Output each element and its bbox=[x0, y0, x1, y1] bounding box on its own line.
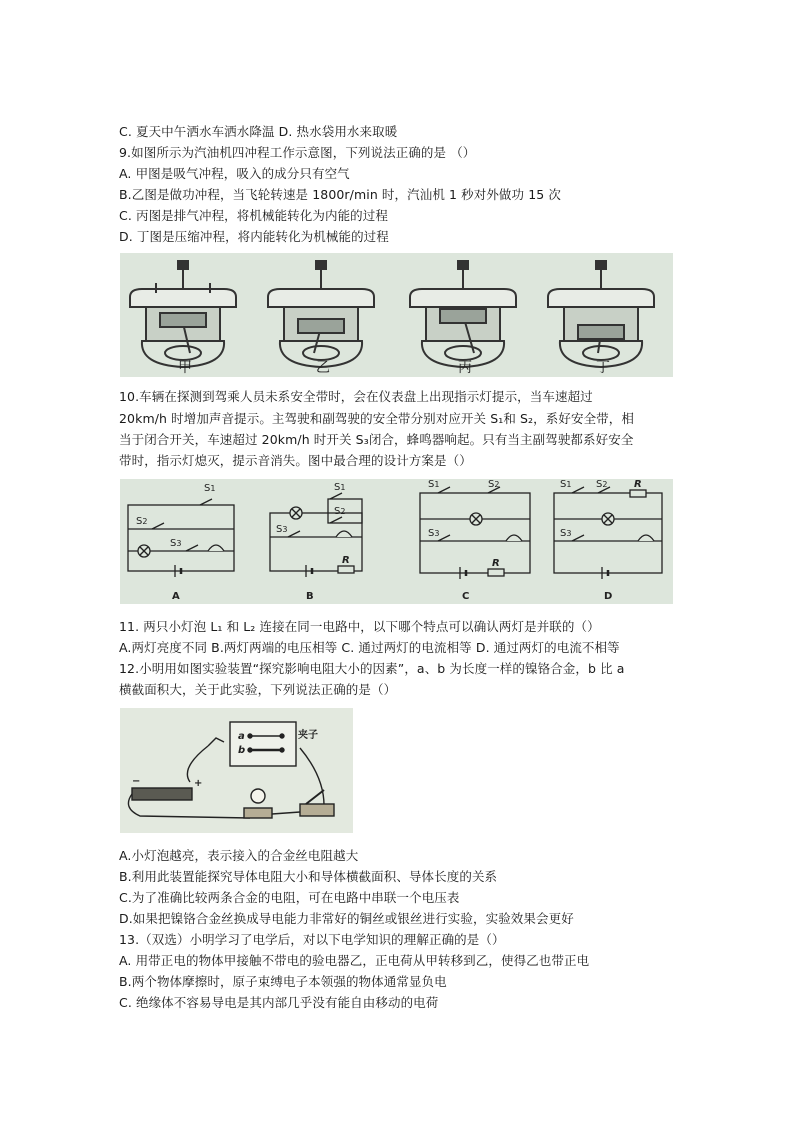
resistance-apparatus-figure bbox=[120, 708, 353, 833]
text-line: 带时，指示灯熄灭，提示音消失。图中最合理的设计方案是（） bbox=[119, 453, 472, 468]
question-11: 11. 两只小灯泡 L₁ 和 L₂ 连接在同一电路中，以下哪个特点可以确认两灯是并联的（） bbox=[119, 619, 600, 634]
switch-label: S3 bbox=[276, 524, 288, 535]
option-a: A.小灯泡越亮，表示接入的合金丝电阻越大 bbox=[119, 848, 359, 863]
engine-stroke-figure bbox=[120, 253, 673, 377]
switch-label: S3 bbox=[560, 528, 572, 539]
engine-label-yi: 乙 bbox=[316, 360, 330, 376]
switch-label: S3 bbox=[428, 528, 440, 539]
text-line: 横截面积大，关于此实验，下列说法正确的是（） bbox=[119, 682, 397, 697]
engine-diagram-3 bbox=[410, 261, 516, 367]
question-11-options: A.两灯亮度不同 B.两灯两端的电压相等 C. 通过两灯的电流相等 D. 通过两灯的电流不相等 bbox=[119, 640, 620, 655]
option-b: B.利用此装置能探究导体电阻大小和导体横截面积、导体长度的关系 bbox=[119, 869, 498, 884]
option-c: C.为了准确比较两条合金的电阻，可在电路中串联一个电压表 bbox=[119, 890, 460, 905]
text-line: 当于闭合开关，车速超过 20km/h 时开关 S₃闭合，蜂鸣器响起。只有当主副驾驶都系好安全 bbox=[119, 432, 634, 447]
switch-label: S3 bbox=[170, 538, 182, 549]
wire-a-label: a bbox=[238, 731, 245, 742]
switch-label: S2 bbox=[136, 516, 148, 527]
switch-label: S1 bbox=[560, 479, 572, 490]
question-12: 12.小明用如图实验装置“探究影响电阻大小的因素”，a、b 为长度一样的镍铬合金，b 比 a bbox=[119, 661, 625, 676]
option-b: B.乙图是做功冲程，当飞轮转速是 1800r/min 时，汽汕机 1 秒对外做功 15 次 bbox=[119, 187, 561, 202]
option-b: B.两个物体摩擦时，原子束缚电子本领强的物体通常显负电 bbox=[119, 974, 447, 989]
option-label-c: C bbox=[462, 591, 470, 602]
engine-label-ding: 丁 bbox=[596, 360, 610, 376]
option-d: D. 丁图是压缩冲程，将内能转化为机械能的过程 bbox=[119, 229, 389, 244]
option-a: A. 用带正电的物体甲接触不带电的验电器乙，正电荷从甲转移到乙，使得乙也带正电 bbox=[119, 953, 590, 968]
wire-b-label: b bbox=[238, 745, 246, 756]
option-d: D.如果把镍铬合金丝换成导电能力非常好的铜丝或银丝进行实验，实验效果会更好 bbox=[119, 911, 574, 926]
switch-label: S1 bbox=[334, 482, 346, 493]
clip-label: 夹子 bbox=[298, 730, 318, 741]
question-9: 9.如图所示为汽油机四冲程工作示意图，下列说法正确的是 （） bbox=[119, 145, 476, 160]
switch-label: S1 bbox=[428, 479, 440, 490]
switch-label: S1 bbox=[204, 483, 216, 494]
engine-diagram-4 bbox=[548, 261, 654, 367]
text-line: C. 夏天中午洒水车洒水降温 D. 热水袋用水来取暖 bbox=[119, 124, 398, 139]
engine-label-bing: 丙 bbox=[458, 360, 472, 376]
switch-label: S2 bbox=[334, 506, 346, 517]
resistor-label: R bbox=[634, 479, 642, 490]
resistor-label: R bbox=[342, 555, 350, 566]
question-13: 13.（双选）小明学习了电学后，对以下电学知识的理解正确的是（） bbox=[119, 932, 505, 947]
option-label-d: D bbox=[604, 591, 613, 602]
option-a: A. 甲图是吸气冲程，吸入的成分只有空气 bbox=[119, 166, 350, 181]
option-c: C. 绝缘体不容易导电是其内部几乎没有能自由移动的电荷 bbox=[119, 995, 439, 1010]
option-label-a: A bbox=[172, 591, 180, 602]
engine-label-jia: 甲 bbox=[178, 360, 192, 376]
engine-diagram-2 bbox=[268, 261, 374, 367]
option-c: C. 丙图是排气冲程，将机械能转化为内能的过程 bbox=[119, 208, 388, 223]
switch-label: S2 bbox=[488, 479, 500, 490]
battery-minus-label: − bbox=[132, 776, 141, 787]
circuit-options-figure bbox=[120, 479, 673, 604]
battery-plus-label: + bbox=[194, 778, 203, 789]
option-label-b: B bbox=[306, 591, 314, 602]
switch-label: S2 bbox=[596, 479, 608, 490]
text-line: 20km/h 时增加声音提示。主驾驶和副驾驶的安全带分别对应开关 S₁和 S₂，系好安全带，相 bbox=[119, 411, 634, 426]
question-10: 10.车辆在探测到驾乘人员未系安全带时，会在仪表盘上出现指示灯提示，当车速超过 bbox=[119, 389, 593, 404]
resistor-label: R bbox=[492, 558, 500, 569]
